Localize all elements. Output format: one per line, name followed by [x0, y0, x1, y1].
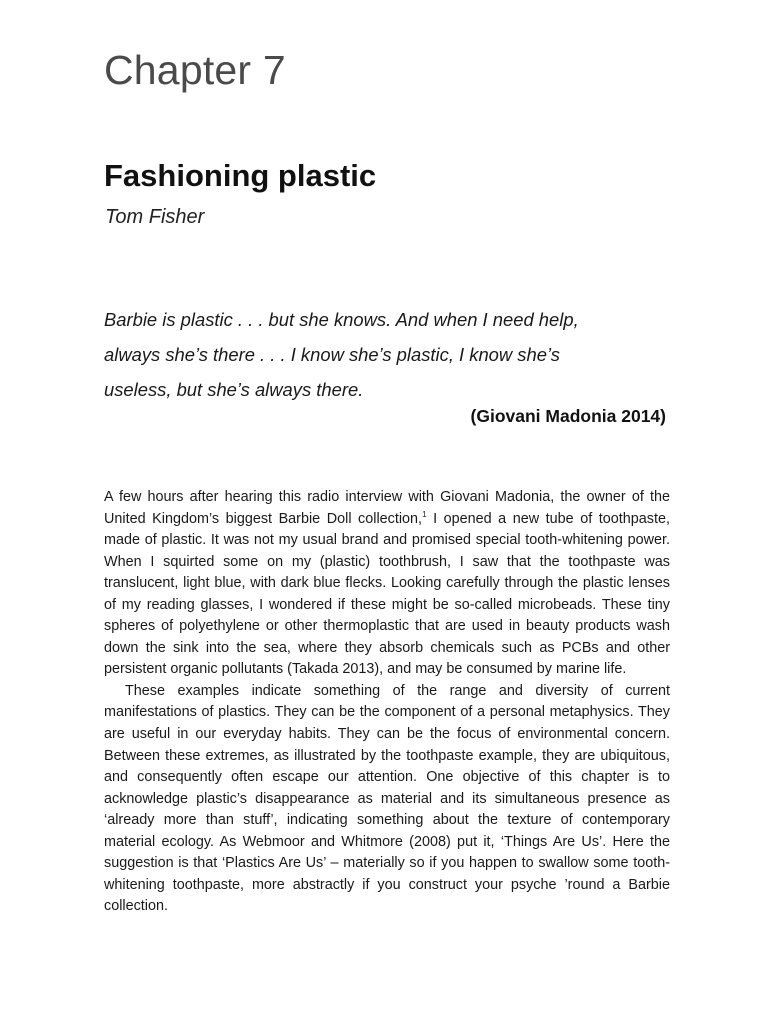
chapter-title: Fashioning plastic [104, 158, 377, 193]
epigraph-line: Barbie is plastic . . . but she knows. And when I need help, [104, 309, 579, 330]
body-text [104, 487, 670, 918]
epigraph-quote [104, 302, 674, 407]
paragraph-text: A few hours after hearing this radio interview with Giovani Madonia, the owner of the United Kingdom’s biggest Barbie Doll collection, [104, 489, 670, 527]
chapter-number: Chapter 7 [104, 47, 286, 93]
chapter-author: Tom Fisher [105, 206, 205, 228]
body-paragraph [104, 487, 670, 681]
footnote-marker[interactable]: 1 [422, 509, 427, 519]
epigraph-source: (Giovani Madonia 2014) [470, 406, 666, 426]
epigraph-line: always she’s there . . . I know she’s plastic, I know she’s [104, 344, 560, 365]
epigraph-line: useless, but she’s always there. [104, 379, 364, 400]
body-paragraph: These examples indicate something of the range and diversity of current manifestations of plastics. They can be the component of a personal metaphysics. They are useful in our everyday habits. They can be the focus of environmental concern. Between these extremes, as illustrated by the toothpaste example, they are ubiquitous, and consequently often escape our attention. One objective of this chapter is to acknowledge plastic’s disappearance as material and its simultaneous presence as ‘already more than stuff’, indicating something about the texture of contemporary material ecology. As Webmoor and Whitmore (2008) put it, ‘Things Are Us’. Here the suggestion is that ‘Plastics Are Us’ – materially so if you happen to swallow some tooth-whitening toothpaste, more abstractly if you construct your psyche ’round a Barbie collection. [104, 682, 670, 915]
paragraph-text: I opened a new tube of toothpaste, made of plastic. It was not my usual brand and promised special tooth-whitening power. When I squirted some on my (plastic) toothbrush, I saw that the toothpaste was translucent, light blue, with dark blue flecks. Looking carefully through the plastic lenses of my reading glasses, I wondered if these might be so-called microbeads. These tiny spheres of polyethylene or other thermoplastic that are used in beauty products wash down the sink into the sea, where they absorb chemicals such as PCBs and other persistent organic pollutants (Takada 2013), and may be consumed by marine life. [104, 510, 670, 678]
